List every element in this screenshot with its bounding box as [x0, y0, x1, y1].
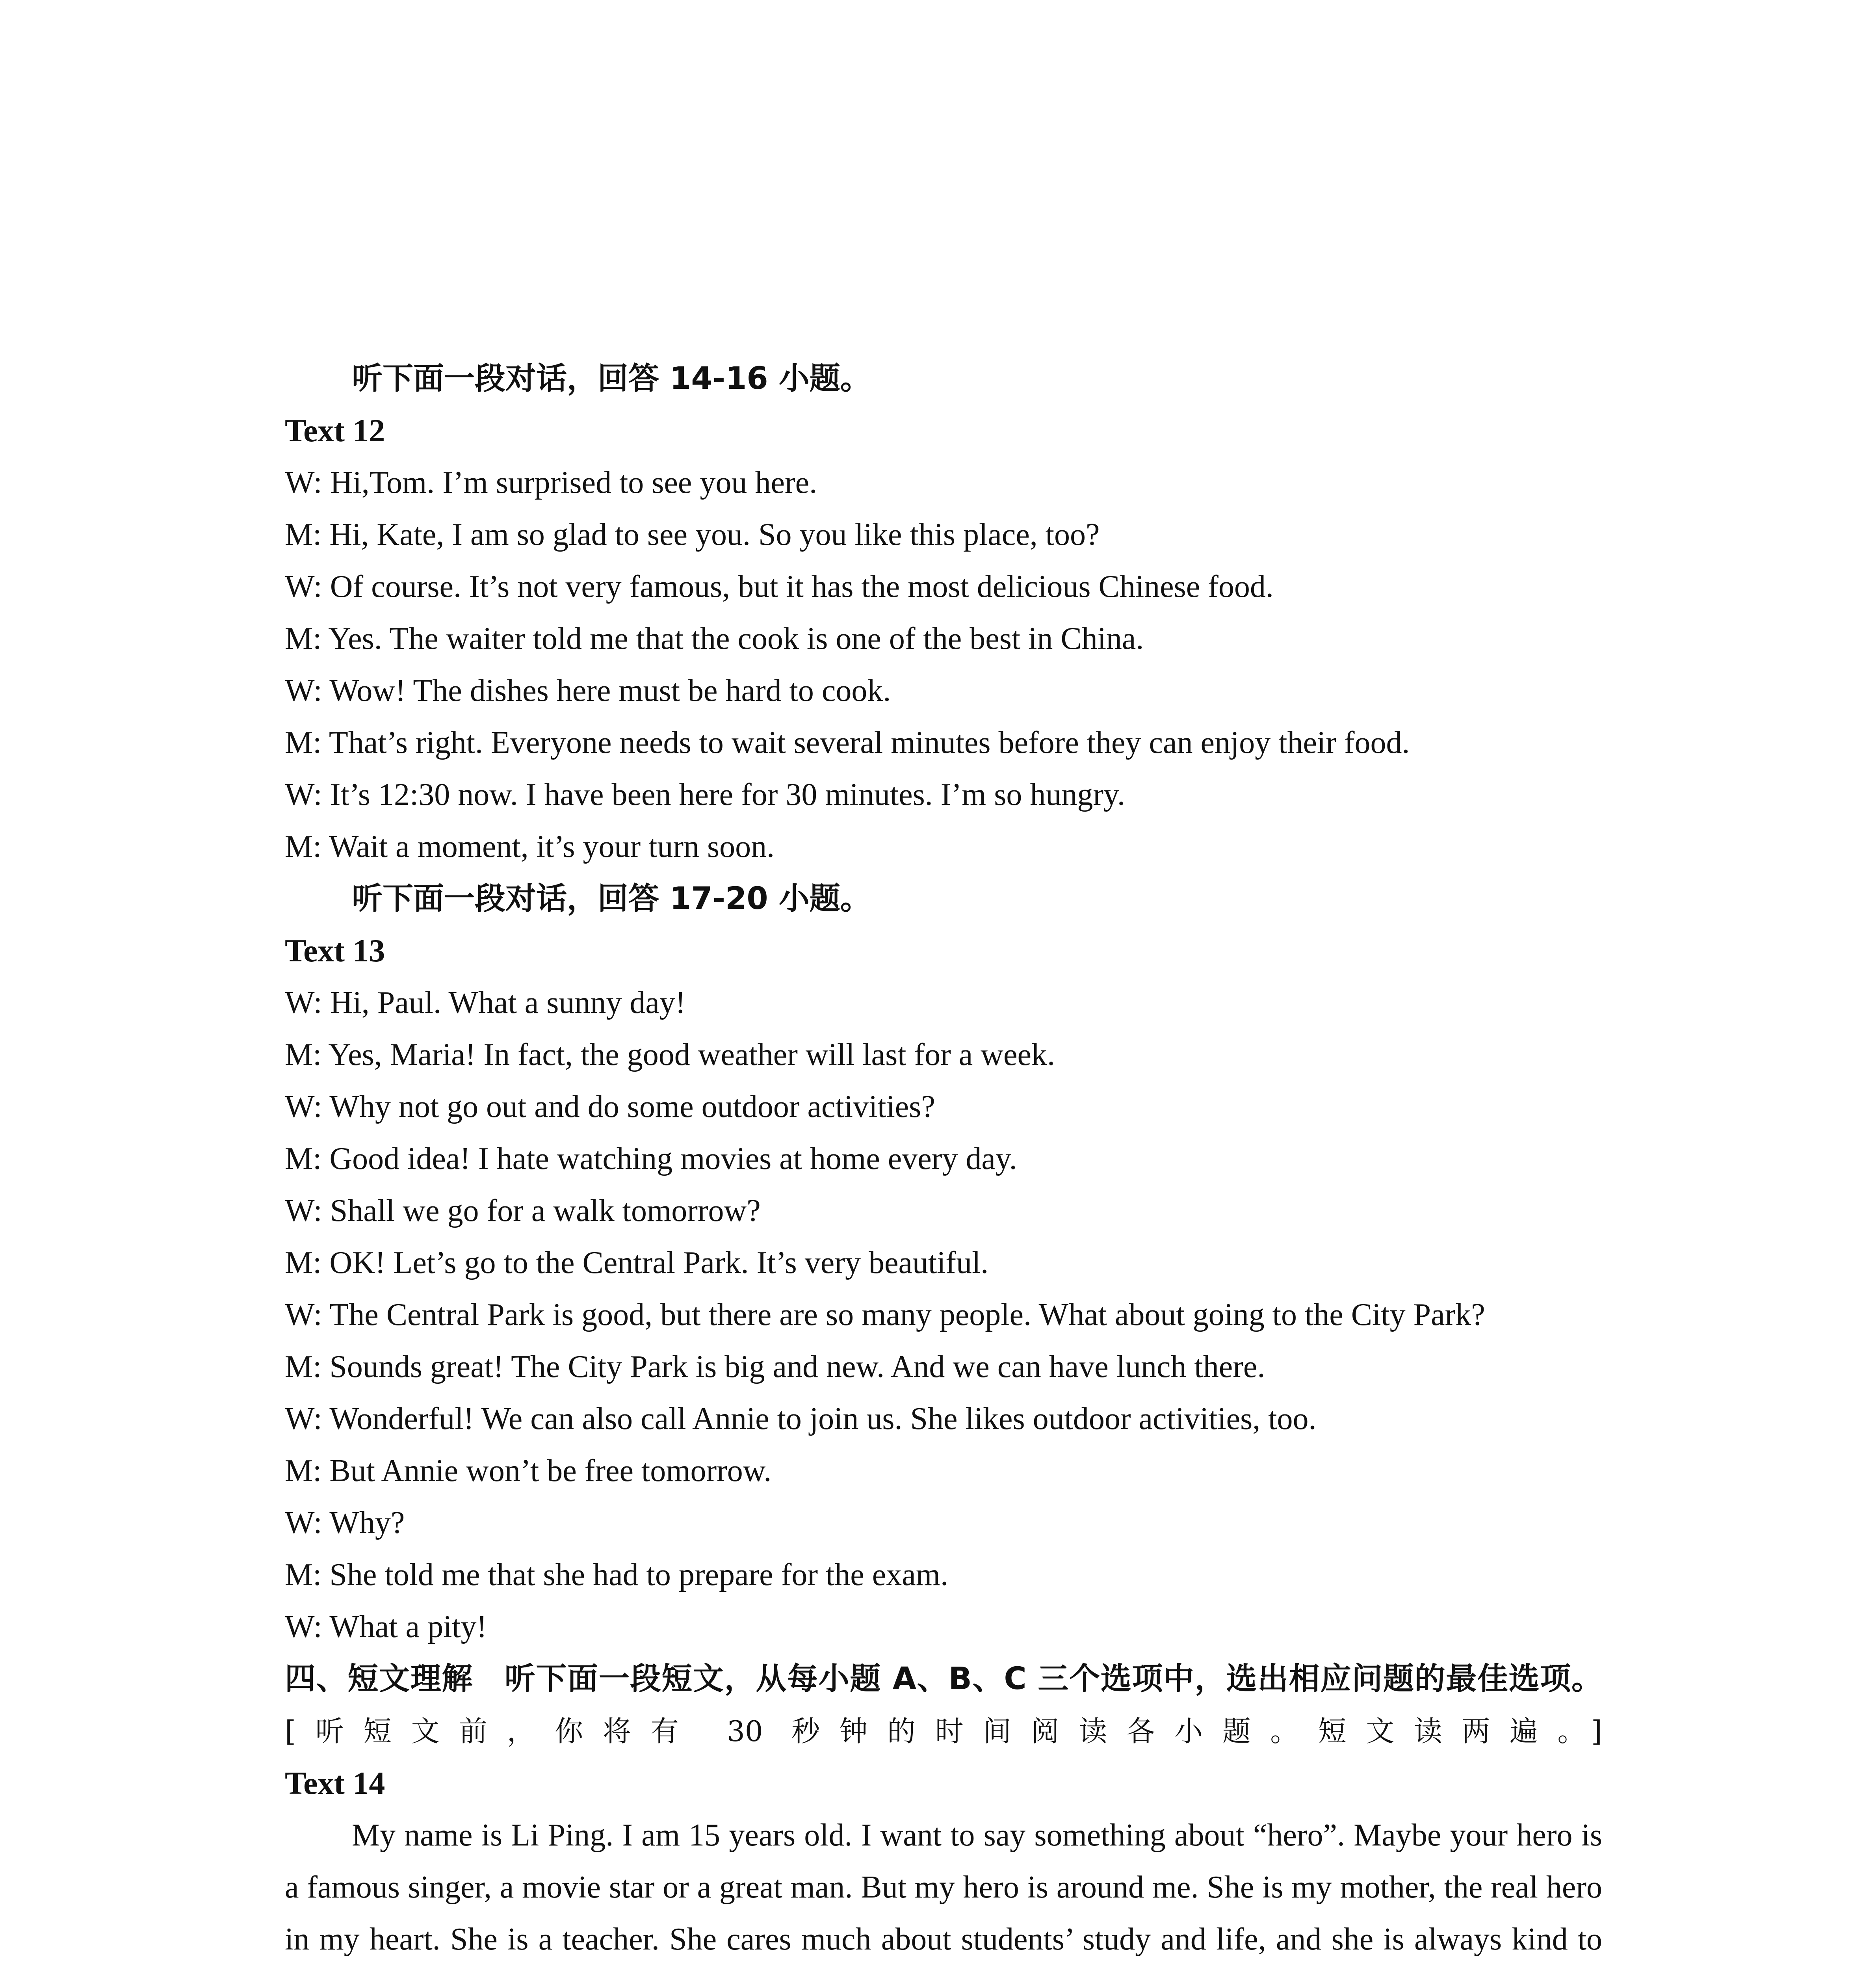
dialogue-line: W: Of course. It’s not very famous, but it has the most delicious Chinese food.	[285, 569, 1274, 604]
dialogue-line: W: Wonderful! We can also call Annie to join us. She likes outdoor activities, too.	[285, 1401, 1317, 1436]
dialogue-line: W: It’s 12:30 now. I have been here for 30 minutes. I’m so hungry.	[285, 777, 1125, 812]
dialogue-line: M: Yes, Maria! In fact, the good weather will last for a week.	[285, 1037, 1055, 1072]
dialogue-line: M: Sounds great! The City Park is big and new. And we can have lunch there.	[285, 1349, 1265, 1384]
dialogue-line: M: She told me that she had to prepare for the exam.	[285, 1557, 948, 1592]
dialogue-line: M: OK! Let’s go to the Central Park. It’s very beautiful.	[285, 1245, 989, 1280]
text13-title: Text 13	[285, 933, 385, 968]
document-body	[285, 353, 1602, 1970]
dialogue-line: M: But Annie won’t be free tomorrow.	[285, 1453, 772, 1488]
dialogue-line: W: Wow! The dishes here must be hard to cook.	[285, 673, 891, 708]
dialogue-line: W: Why not go out and do some outdoor activities?	[285, 1089, 935, 1124]
dialogue-line: W: Why?	[285, 1505, 405, 1540]
text12-title: Text 12	[285, 413, 385, 448]
dialogue-line: M: Hi, Kate, I am so glad to see you. So you like this place, too?	[285, 517, 1100, 552]
dialogue-line: W: The Central Park is good, but there are so many people. What about going to the City Park?	[285, 1297, 1485, 1332]
dialogue-line: W: Hi,Tom. I’m surprised to see you here.	[285, 465, 817, 500]
dialogue-line: M: Good idea! I hate watching movies at home every day.	[285, 1141, 1017, 1176]
text14-title: Text 14	[285, 1765, 385, 1801]
section-heading-17-20: 听下面一段对话，回答 17-20 小题。	[352, 881, 871, 916]
dialogue-line: M: Yes. The waiter told me that the cook is one of the best in China.	[285, 621, 1144, 656]
dialogue-line: M: Wait a moment, it’s your turn soon.	[285, 829, 775, 864]
section-4-title: 四、短文理解 听下面一段短文，从每小题 A、B、C 三个选项中，选出相应问题的最佳选项。	[285, 1661, 1602, 1697]
dialogue-line: W: Shall we go for a walk tomorrow?	[285, 1193, 761, 1228]
dialogue-line: W: What a pity!	[285, 1609, 487, 1644]
section-4-note: [听短文前，你将有 30 秒钟的时间阅读各小题。短文读两遍。]	[285, 1715, 1602, 1748]
dialogue-line: M: That’s right. Everyone needs to wait several minutes before they can enjoy their food.	[285, 725, 1410, 760]
section-4-heading	[285, 1653, 1602, 1757]
text14-paragraph: My name is Li Ping. I am 15 years old. I want to say something about “hero”. Maybe your hero is a famous singer, a movie star or a great man. But my hero is around me. She is my mother, the real hero in my heart. She is a teacher. She cares much about students’ study and life, and she is always kind to	[285, 1818, 1602, 1957]
dialogue-line: W: Hi, Paul. What a sunny day!	[285, 985, 686, 1020]
section-heading-14-16: 听下面一段对话，回答 14-16 小题。	[352, 361, 871, 396]
